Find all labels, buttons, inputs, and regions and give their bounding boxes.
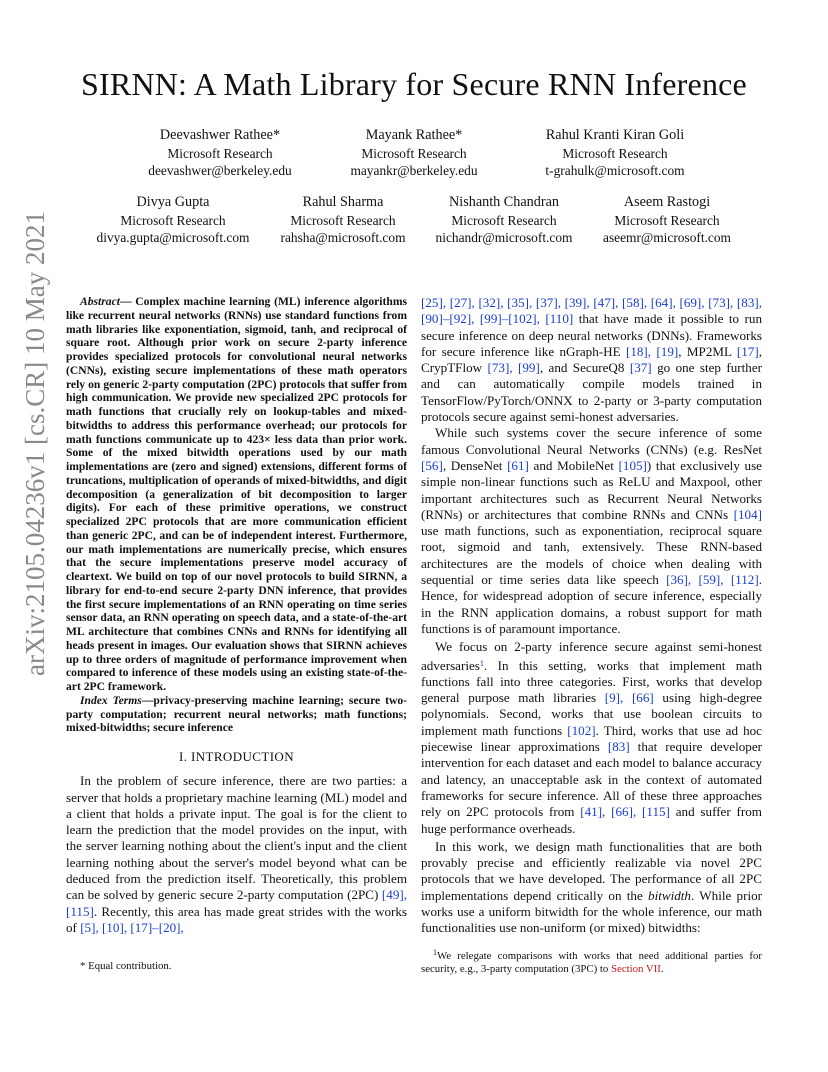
- author-name: Rahul Kranti Kiran Goli: [545, 127, 685, 143]
- author-block: [424, 194, 584, 247]
- body-paragraph: While such systems cover the secure inference of some famous Convolutional Neural Networks (CNNs) (e.g. ResNet [56], DenseNet [61] and MobileNet [105]) that exclusively use simple non-linear functions such as ReLU and Maxpool, other important architectures such as Recurrent Neural Networks (RNNs) or architectures that combine RNNs and CNNs [104] use math functions, such as exponentiation, reciprocal square root, sigmoid and tanh, extensively. These RNN-based architectures are the models of choice when dealing with sequential or time series data like speech [36], [59], [112]. Hence, for widespread adoption of secure inference, especially in the RNN application domains, a robust support for math functions is of paramount importance.: [421, 425, 762, 636]
- body-paragraph: [25], [27], [32], [35], [37], [39], [47], [58], [64], [69], [73], [83], [90]–[92], [99]–[102], [110] that have made it possible to run secure inference on deep neural networks (DNNs). Frameworks for secure inference like nGraph-HE [18], [19], MP2ML [17], CrypTFlow [73], [99], and SecureQ8 [37] go one step further and can automatically compile models trained in TensorFlow/PyTorch/ONNX to 2-party or 3-party computation protocols secure against semi-honest adversaries.: [421, 295, 762, 425]
- author-block: [263, 194, 423, 247]
- right-column: [421, 295, 762, 937]
- citation-link[interactable]: [41], [66], [115]: [580, 804, 670, 820]
- citation-link[interactable]: [61]: [507, 457, 529, 473]
- author-name: Deevashwer Rathee*: [159, 127, 281, 143]
- footnote-1: $^1$We relegate comparisons with works that need additional parties for security, e.g., 3-party computation (3PC) to Section VII.: [421, 948, 762, 975]
- author-block: [505, 127, 725, 180]
- author-email[interactable]: divya.gupta@microsoft.com: [96, 230, 250, 245]
- citation-link[interactable]: [36], [59], [112]: [666, 572, 759, 588]
- author-email[interactable]: t-grahulk@microsoft.com: [545, 163, 685, 178]
- section-link[interactable]: Section VII: [611, 963, 661, 975]
- author-email[interactable]: aseemr@microsoft.com: [603, 230, 731, 245]
- author-affiliation: Microsoft Research: [361, 145, 467, 161]
- author-name: Rahul Sharma: [302, 194, 384, 210]
- author-block: [83, 194, 263, 247]
- citation-link[interactable]: [49], [115]: [66, 887, 407, 919]
- body-paragraph: In this work, we design math functionalities that are both provably precise and efficiently realizable via novel 2PC protocols that we have developed. The performance of all 2PC implementations depend critically on the bitwidth. While prior works use a uniform bitwidth for the whole inference, our math functionalities use non-uniform (or mixed) bitwidths:: [421, 838, 762, 936]
- author-affiliation: Microsoft Research: [290, 212, 396, 228]
- intro-paragraph: In the problem of secure inference, there are two parties: a server that holds a proprietary machine learning (ML) model and a client that holds a private input. The goal is for the client to learn the prediction that the model provides on the input, with the server learning nothing about the client's input and the client learning nothing about the server's model beyond what can be deduced from the prediction itself. Theoretically, this problem can be solved by generic secure 2-party computation (2PC) [49], [115]. Recently, this area has made great strides with the works of [5], [10], [17]–[20],: [66, 773, 407, 935]
- footnote-marker[interactable]: 1: [479, 658, 484, 668]
- citation-link[interactable]: [25], [27], [32], [35], [37], [39], [47], [58], [64], [69], [73], [83], [90]–[92], [99]–[102], [110]: [421, 295, 762, 327]
- citation-link[interactable]: [56]: [421, 457, 443, 473]
- author-name: Aseem Rastogi: [623, 194, 711, 210]
- author-affiliation: Microsoft Research: [562, 145, 668, 161]
- body-paragraph: We focus on 2-party inference secure against semi-honest adversaries$^1$. In this setting, works that implement math functions fall into three categories. First, works that develop general purpose math libraries [9], [66] using high-degree polynomials. Second, works that use boolean circuits to implement math functions [102]. Third, works that use ad hoc piecewise linear approximations [83] that require developer intervention for each dataset and each model to balance accuracy and latency, an unacceptable ask in the context of automated frameworks for secure inference. All of these three approaches rely on 2PC protocols from [41], [66], [115] and suffer from huge performance overheads.: [421, 639, 762, 836]
- citation-link[interactable]: [105]: [618, 457, 647, 473]
- author-block: [120, 127, 320, 180]
- author-block: [314, 127, 514, 180]
- author-email[interactable]: rahsha@microsoft.com: [280, 230, 406, 245]
- author-affiliation: Microsoft Research: [451, 212, 557, 228]
- citation-link[interactable]: [83]: [607, 739, 630, 755]
- author-email[interactable]: deevashwer@berkeley.edu: [148, 163, 292, 178]
- author-email[interactable]: nichandr@microsoft.com: [435, 230, 573, 245]
- citation-link[interactable]: [5], [10], [17]–[20],: [80, 919, 184, 935]
- citation-link[interactable]: [102]: [567, 722, 596, 738]
- citation-link[interactable]: [9], [66]: [604, 690, 654, 706]
- left-column: [66, 295, 407, 936]
- citation-link[interactable]: [17]: [736, 343, 759, 359]
- section-heading: I. INTRODUCTION: [178, 749, 295, 764]
- paper-title: SIRNN: A Math Library for Secure RNN Inference: [81, 66, 747, 102]
- author-email[interactable]: mayankr@berkeley.edu: [350, 163, 478, 178]
- abstract: Abstract— Complex machine learning (ML) inference algorithms like recurrent neural networks (RNNs) use standard functions from math libraries like exponentiation, sigmoid, tanh, and reciprocal of square root. Although prior work on secure 2-party inference provides specialized protocols for convolutional neural networks (CNNs), existing secure implementations of these math operators rely on generic 2-party computation (2PC) protocols that suffer from high communication. We provide new specialized 2PC protocols for math functions that crucially rely on lookup-tables and mixed-bitwidths to address this performance overhead; our protocols for math functions communicate up to 423× less data than prior work. Some of the mixed bitwidth operations used by our math implementations are (zero and signed) extensions, different forms of truncations, multiplication of operands of mixed-bitwidths, and digit decomposition (a generalization of bit decomposition to larger digits). For each of these primitive operations, we construct specialized 2PC protocols that are more communication efficient than generic 2PC, and can be of independent interest. Furthermore, our math implementations are numerically precise, which ensures that the secure implementations preserve model accuracy of cleartext. We build on top of our novel protocols to build SIRNN, a library for end-to-end secure 2-party DNN inference, that provides the first secure implementations of an RNN operating on time series sensor data, an RNN operating on speech data, and a state-of-the-art ML architecture that combines CNNs and RNNs for identifying all heads present in images. Our evaluation shows that SIRNN achieves up to three orders of magnitude of performance improvement when compared to inference of these models using an existing state-of-the-art 2PC framework.: [66, 295, 407, 693]
- author-affiliation: Microsoft Research: [167, 145, 273, 161]
- citation-link[interactable]: [73], [99]: [487, 360, 540, 376]
- author-affiliation: Microsoft Research: [120, 212, 226, 228]
- citation-link[interactable]: [37]: [629, 360, 652, 376]
- author-affiliation: Microsoft Research: [614, 212, 720, 228]
- author-name: Divya Gupta: [136, 194, 210, 210]
- author-name: Mayank Rathee*: [365, 127, 463, 143]
- author-block: [592, 194, 742, 247]
- author-name: Nishanth Chandran: [449, 194, 559, 210]
- footnote-equal-contribution: * Equal contribution.: [80, 960, 172, 972]
- arxiv-stamp: arXiv:2105.04236v1 [cs.CR] 10 May 2021: [20, 211, 50, 676]
- index-terms: Index Terms—privacy-preserving machine learning; secure two-party computation; recurrent neural networks; math functions; mixed-bitwidths; secure inference: [66, 693, 407, 735]
- citation-link[interactable]: [104]: [733, 506, 762, 522]
- citation-link[interactable]: [18], [19]: [625, 343, 679, 359]
